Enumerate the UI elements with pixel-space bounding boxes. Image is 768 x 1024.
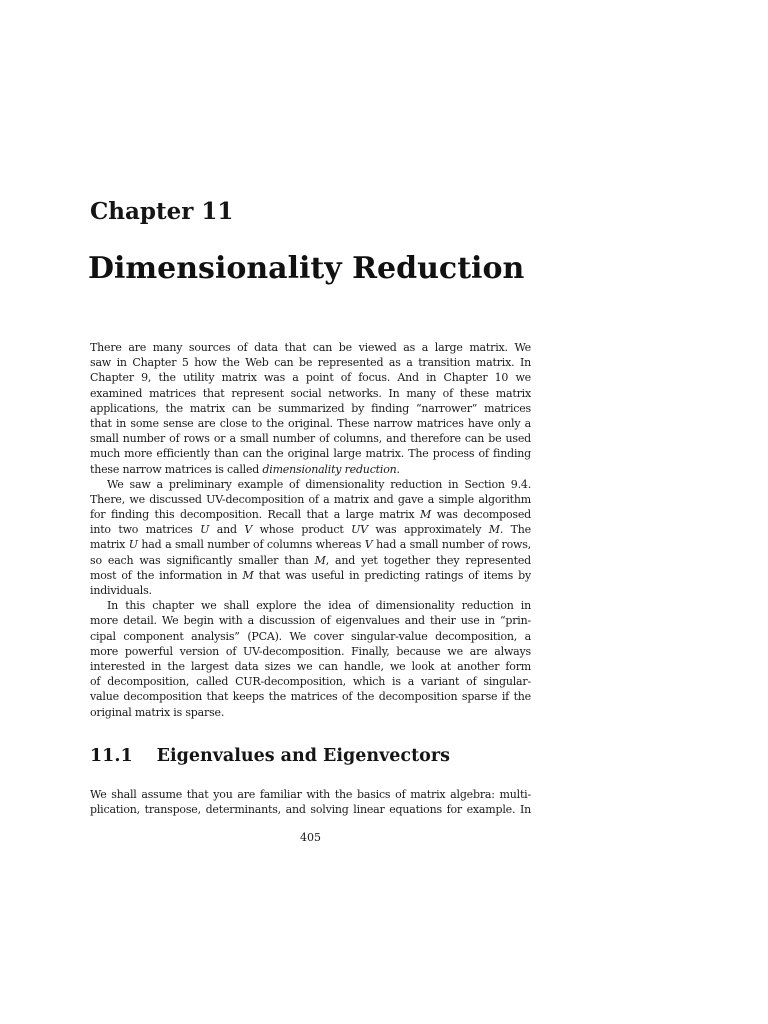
section-body-text <box>90 787 531 817</box>
italic-text: M <box>242 568 254 582</box>
italic-text: M <box>488 523 500 537</box>
text-line: matrix U had a small number of columns whereas V had a small number of rows, <box>90 538 531 552</box>
text-line: individuals. <box>90 584 152 597</box>
text-line: original matrix is sparse. <box>90 705 225 719</box>
italic-text: UV <box>351 523 368 537</box>
text-line: into two matrices U and V whose product UV was approximately M. The <box>90 523 531 537</box>
text-line: In this chapter we shall explore the idea of dimensionality reduction in <box>107 599 531 613</box>
italic-text: M <box>314 553 326 567</box>
section-heading <box>90 746 450 766</box>
italic-text: V <box>244 523 253 537</box>
italic-text: U <box>128 538 138 552</box>
text-line: applications, the matrix can be summarized by finding “narrower” matrices <box>90 401 531 415</box>
text-line: more powerful version of UV-decomposition. Finally, because we are always <box>90 644 531 658</box>
text-line: saw in Chapter 5 how the Web can be represented as a transition matrix. In <box>90 356 531 370</box>
text-line: There, we discussed UV-decomposition of a matrix and gave a simple algorithm <box>90 492 531 506</box>
text-line: these narrow matrices is called dimensionality reduction. <box>90 462 400 476</box>
text-line: cipal component analysis” (PCA). We cover singular-value decomposition, a <box>90 629 531 643</box>
text-line: value decomposition that keeps the matrices of the decomposition sparse if the <box>90 690 531 704</box>
page-number: 405 <box>300 831 321 844</box>
text-line: most of the information in M that was useful in predicting ratings of items by <box>90 568 531 582</box>
text-line: examined matrices that represent social networks. In many of these matrix <box>90 386 531 400</box>
text-line: much more efficiently than can the original large matrix. The process of finding <box>90 447 531 461</box>
section-title: Eigenvalues and Eigenvectors <box>156 746 450 766</box>
text-line: plication, transpose, determinants, and solving linear equations for example. In <box>90 803 531 817</box>
text-line: that in some sense are close to the original. These narrow matrices have only a <box>90 416 531 430</box>
section-number: 11.1 <box>90 746 133 766</box>
text-line: of decomposition, called CUR-decomposition, which is a variant of singular- <box>90 675 531 689</box>
text-line: We shall assume that you are familiar with the basics of matrix algebra: multi- <box>90 788 531 801</box>
text-line: for finding this decomposition. Recall that a large matrix M was decomposed <box>90 508 531 522</box>
document-title: Dimensionality Reduction <box>88 251 525 286</box>
body-text <box>90 340 531 720</box>
chapter-label: Chapter 11 <box>90 198 234 225</box>
text-line: There are many sources of data that can be viewed as a large matrix. We <box>90 341 531 354</box>
text-line: small number of rows or a small number of columns, and therefore can be used <box>90 432 531 446</box>
text-line: Chapter 9, the utility matrix was a point of focus. And in Chapter 10 we <box>90 371 531 385</box>
italic-text: U <box>200 523 210 537</box>
italic-text: M <box>420 508 432 522</box>
text-line: interested in the largest data sizes we can handle, we look at another form <box>90 659 531 673</box>
text-line: so each was significantly smaller than M, and yet together they represented <box>90 553 531 567</box>
text-line: more detail. We begin with a discussion of eigenvalues and their use in “prin- <box>90 614 531 628</box>
italic-text: V <box>364 538 373 552</box>
text-line: We saw a preliminary example of dimensionality reduction in Section 9.4. <box>107 477 531 491</box>
italic-text: dimensionality reduction <box>262 462 397 476</box>
